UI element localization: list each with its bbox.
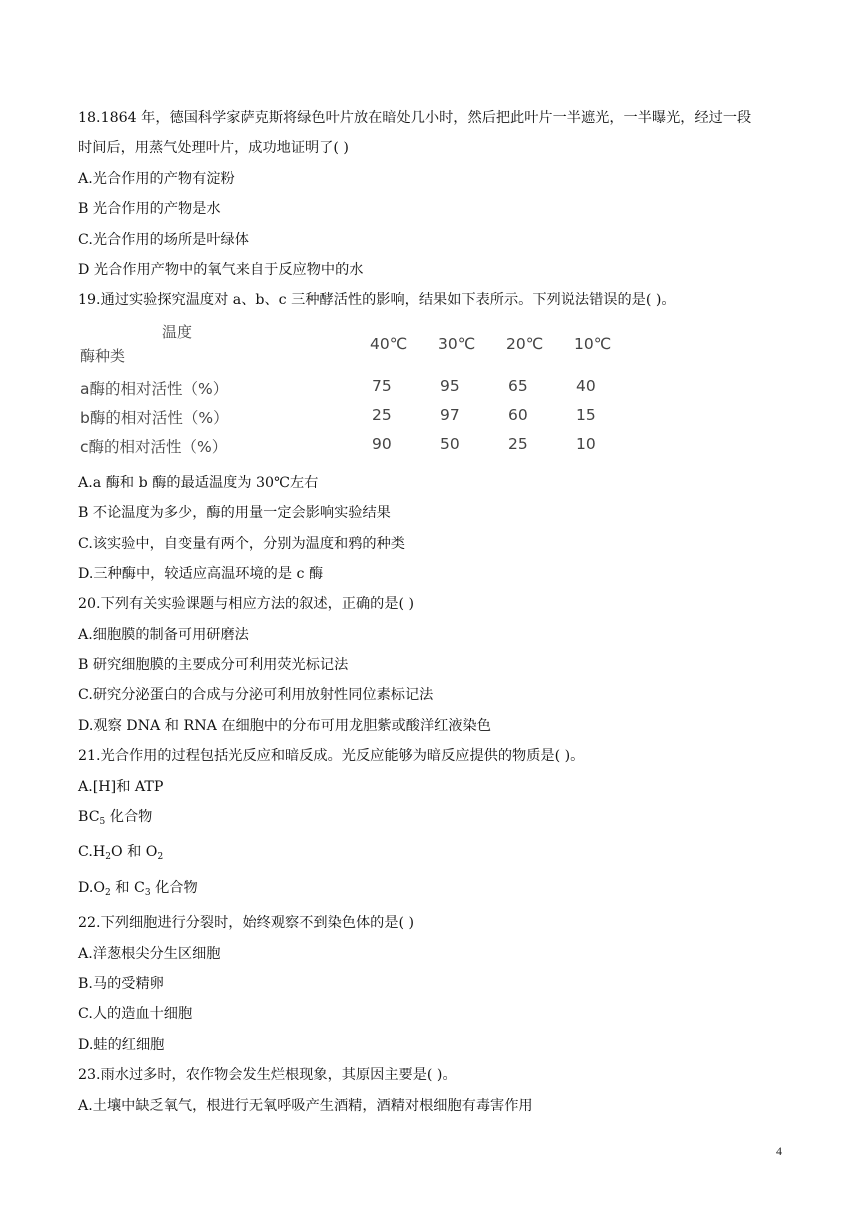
question-stem: 22.下列细胞进行分裂时，始终观察不到染色体的是( ) (78, 915, 415, 932)
row-label: c酶的相对活性（%） (80, 437, 228, 456)
option-c: C.该实验中，自变量有两个，分别为温度和鸦的种类 (78, 535, 405, 552)
table-cell: 15 (576, 405, 596, 424)
subscript: 3 (144, 887, 151, 898)
option-d-text: 和 C (110, 879, 145, 896)
option-a: A.光合作用的产物有淀粉 (78, 170, 235, 187)
table-cell: 40 (576, 376, 596, 395)
option-d: D.观察 DNA 和 RNA 在细胞中的分布可用龙胆紫或酸洋红液染色 (78, 717, 491, 734)
question-stem: 23.雨水过多时，农作物会发生烂根现象，其原因主要是( )。 (78, 1067, 457, 1084)
option-c-text: C.H (78, 844, 106, 861)
option-c: C.研究分泌蛋白的合成与分泌可利用放射性同位素标记法 (78, 687, 434, 704)
option-b-text: BC (78, 809, 100, 826)
option-c (78, 842, 784, 867)
option-a: A.a 酶和 b 酶的最适温度为 30℃左右 (78, 474, 319, 491)
question-stem: 21.光合作用的过程包括光反应和暗反成。光反应能够为暗反应提供的物质是( )。 (78, 748, 585, 765)
option-d: D.蛙的红细胞 (78, 1036, 165, 1053)
subscript: 5 (99, 817, 106, 828)
table-cell: 25 (372, 405, 392, 424)
column-header: 40℃ (370, 334, 408, 353)
option-a: A.土壤中缺乏氧气，根进行无氧呼吸产生酒精，酒精对根细胞有毒害作用 (78, 1097, 533, 1114)
question-18 (78, 108, 784, 280)
option-b: B 光合作用的产物是水 (78, 201, 221, 218)
question-20 (78, 594, 784, 736)
option-d: D.三种酶中，较适应高温环境的是 c 酶 (78, 565, 324, 582)
table-cell: 95 (440, 376, 460, 395)
option-b: B 不论温度为多少，酶的用量一定会影响实验结果 (78, 505, 391, 522)
table-cell: 10 (576, 434, 596, 453)
table-cell: 90 (372, 434, 392, 453)
column-header: 10℃ (574, 334, 612, 353)
subscript: 2 (105, 887, 111, 898)
option-a: A.细胞膜的制备可用研磨法 (78, 626, 249, 643)
option-d (78, 878, 784, 903)
question-19 (78, 290, 784, 584)
option-b: B 研究细胞膜的主要成分可利用荧光标记法 (78, 657, 349, 674)
question-23 (78, 1065, 784, 1115)
subscript: 2 (157, 852, 164, 863)
option-c: C.光合作用的场所是叶绿体 (78, 231, 249, 248)
option-d: D 光合作用产物中的氧气来自于反应物中的水 (78, 261, 364, 278)
table-header-temperature: 温度 (162, 322, 193, 341)
row-label: b酶的相对活性（%） (80, 408, 229, 427)
question-stem: 19.通过实验探究温度对 a、b、c 三种酵活性的影响，结果如下表所示。下列说法错误的是( )。 (78, 292, 676, 309)
column-header: 20℃ (506, 334, 544, 353)
column-header: 30℃ (438, 334, 476, 353)
option-d-text: D.O (78, 879, 106, 896)
table-cell: 25 (508, 434, 528, 453)
subscript: 2 (105, 852, 111, 863)
option-b (78, 807, 784, 832)
row-label: a酶的相对活性（%） (80, 379, 229, 398)
question-21 (78, 746, 784, 903)
question-stem: 18.1864 年，德国科学家萨克斯将绿色叶片放在暗处几小时，然后把此叶片一半遮光，一半曝光，经过一段 (78, 110, 752, 126)
question-22 (78, 913, 784, 1055)
option-c: C.人的造血十细胞 (78, 1006, 193, 1023)
option-b-text: 化合物 (105, 809, 153, 826)
table-header-enzyme-type: 酶种类 (80, 346, 126, 365)
table-cell: 60 (508, 405, 528, 424)
enzyme-activity-table (78, 321, 638, 461)
page-number: 4 (776, 1144, 782, 1158)
table-cell: 97 (440, 405, 460, 424)
option-a: A.[H]和 ATP (78, 778, 164, 795)
option-d-text: 化合物 (150, 879, 198, 896)
table-cell: 50 (440, 434, 460, 453)
option-b: B.马的受精卵 (78, 975, 164, 992)
option-c-text: O 和 O (110, 844, 158, 861)
question-stem: 20.下列有关实验课题与相应方法的叙述，正确的是( ) (78, 596, 415, 613)
table-cell: 65 (508, 376, 528, 395)
document-body (78, 108, 784, 1126)
table-cell: 75 (372, 376, 392, 395)
question-stem-continued: 时间后，用蒸气处理叶片，成功地证明了( ) (78, 140, 349, 157)
option-a: A.洋葱根尖分生区细胞 (78, 945, 221, 962)
